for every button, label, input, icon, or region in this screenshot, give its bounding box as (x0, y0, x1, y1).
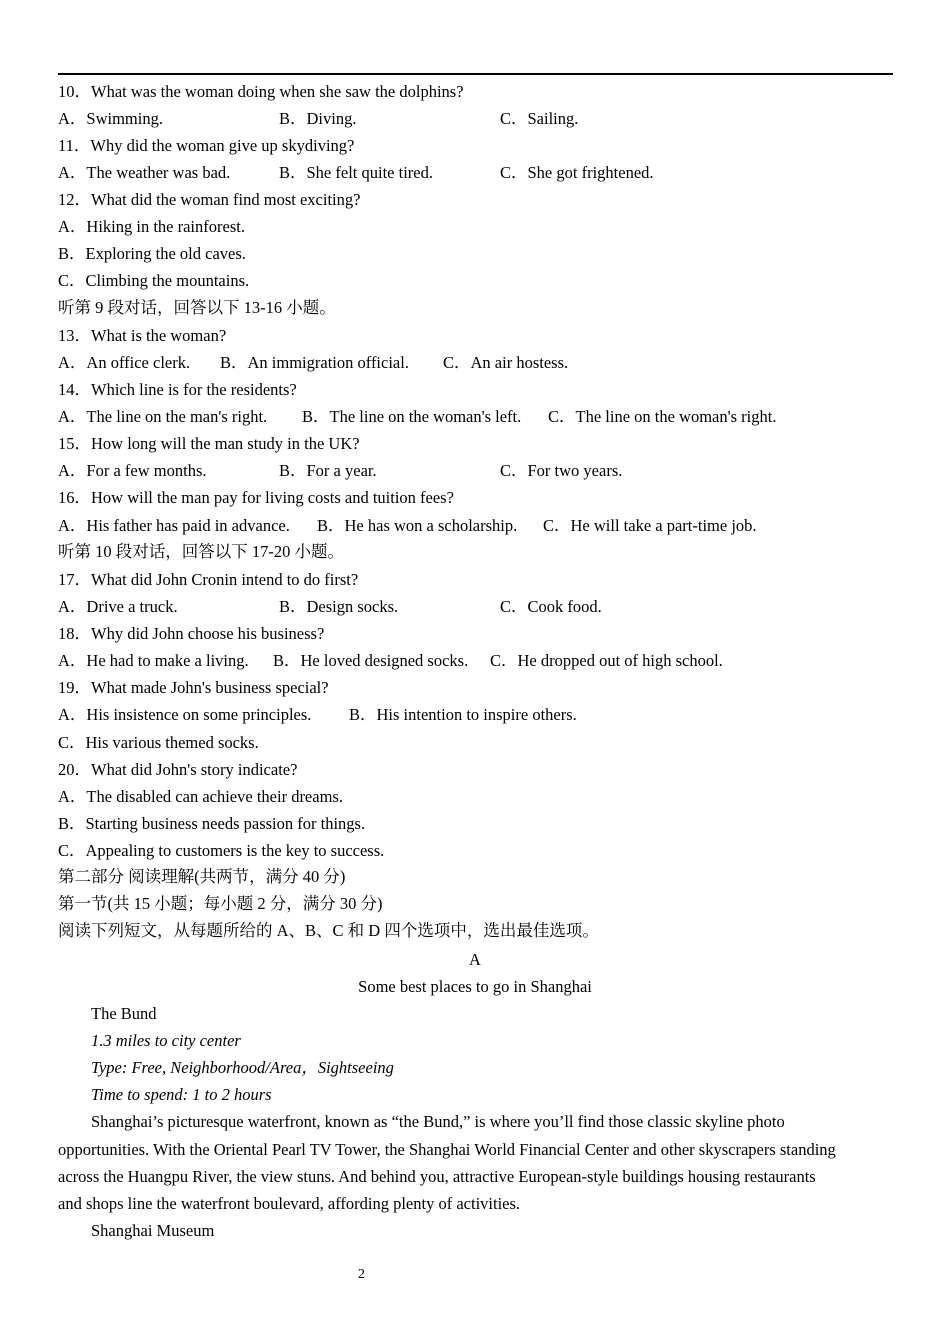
question-20: 20．What did John's story indicate? (58, 760, 298, 779)
option-a: A．He had to make a living. (58, 651, 249, 670)
option-c: C．Cook food. (500, 597, 602, 616)
page-number: 2 (358, 1267, 365, 1282)
option-b: B．An immigration official. (220, 353, 409, 372)
option-c: C．The line on the woman's right. (548, 407, 777, 426)
question-19: 19．What made John's business special? (58, 678, 329, 697)
paragraph-line: and shops line the waterfront boulevard, affording plenty of activities. (58, 1194, 521, 1213)
question-16: 16．How will the man pay for living costs and tuition fees? (58, 488, 454, 507)
instruction-dialogue-10: 听第 10 段对话，回答以下 17-20 小题。 (58, 542, 344, 561)
option-a: A．Swimming. (58, 109, 163, 128)
question-12-option-b: B．Exploring the old caves. (58, 244, 246, 263)
option-b: B．He loved designed socks. (273, 651, 469, 670)
option-a: A．The weather was bad. (58, 163, 231, 182)
reading-directions: 阅读下列短文，从每题所给的 A、B、C 和 D 四个选项中，选出最佳选项。 (58, 921, 599, 940)
question-10: 10．What was the woman doing when she saw the dolphins? (58, 82, 464, 101)
section1-heading: 第一节(共 15 小题；每小题 2 分，满分 30 分) (58, 894, 383, 913)
question-20-option-b: B．Starting business needs passion for things. (58, 814, 366, 833)
place-name-museum: Shanghai Museum (91, 1221, 215, 1240)
passage-letter: A (469, 950, 481, 969)
question-14: 14．Which line is for the residents? (58, 380, 297, 399)
question-12-option-a: A．Hiking in the rainforest. (58, 217, 245, 236)
option-c: C．He dropped out of high school. (490, 651, 723, 670)
option-b: B．He has won a scholarship. (317, 516, 518, 535)
instruction-dialogue-9: 听第 9 段对话，回答以下 13-16 小题。 (58, 298, 336, 317)
question-20-option-a: A．The disabled can achieve their dreams. (58, 787, 343, 806)
header-rule (58, 73, 893, 75)
question-12-option-c: C．Climbing the mountains. (58, 271, 250, 290)
question-15: 15．How long will the man study in the UK? (58, 434, 360, 453)
place-type: Type: Free, Neighborhood/Area，Sightseeing (91, 1058, 394, 1077)
option-a: A．Drive a truck. (58, 597, 178, 616)
question-20-option-c: C．Appealing to customers is the key to success. (58, 841, 385, 860)
question-13: 13．What is the woman? (58, 326, 227, 345)
part2-heading: 第二部分 阅读理解(共两节，满分 40 分) (58, 867, 346, 886)
option-a: A．An office clerk. (58, 353, 191, 372)
place-distance: 1.3 miles to city center (91, 1031, 241, 1050)
question-17: 17．What did John Cronin intend to do first? (58, 570, 359, 589)
option-a: A．For a few months. (58, 461, 207, 480)
option-a: A．His father has paid in advance. (58, 516, 290, 535)
option-c: C．Sailing. (500, 109, 579, 128)
option-a: A．His insistence on some principles. (58, 705, 312, 724)
paragraph-line: opportunities. With the Oriental Pearl TV Tower, the Shanghai World Financial Center and other skyscrapers standing (58, 1140, 836, 1159)
question-18: 18．Why did John choose his business? (58, 624, 325, 643)
option-b: B．His intention to inspire others. (349, 705, 577, 724)
option-a: A．The line on the man's right. (58, 407, 268, 426)
option-b: B．For a year. (279, 461, 377, 480)
question-19-option-c: C．His various themed socks. (58, 733, 259, 752)
option-c: C．For two years. (500, 461, 623, 480)
place-name-bund: The Bund (91, 1004, 157, 1023)
option-b: B．The line on the woman's left. (302, 407, 522, 426)
paragraph-line: Shanghai’s picturesque waterfront, known as “the Bund,” is where you’ll find those classic skyline photo (91, 1112, 785, 1131)
passage-title: Some best places to go in Shanghai (358, 977, 592, 996)
option-b: B．Diving. (279, 109, 357, 128)
place-time: Time to spend: 1 to 2 hours (91, 1085, 272, 1104)
option-c: C．An air hostess. (443, 353, 569, 372)
paragraph-line: across the Huangpu River, the view stuns. And behind you, attractive European-style buildings housing restaurants (58, 1167, 816, 1186)
question-11: 11．Why did the woman give up skydiving? (58, 136, 355, 155)
option-b: B．She felt quite tired. (279, 163, 433, 182)
option-b: B．Design socks. (279, 597, 399, 616)
option-c: C．He will take a part-time job. (543, 516, 757, 535)
option-c: C．She got frightened. (500, 163, 654, 182)
question-12: 12．What did the woman find most exciting? (58, 190, 361, 209)
